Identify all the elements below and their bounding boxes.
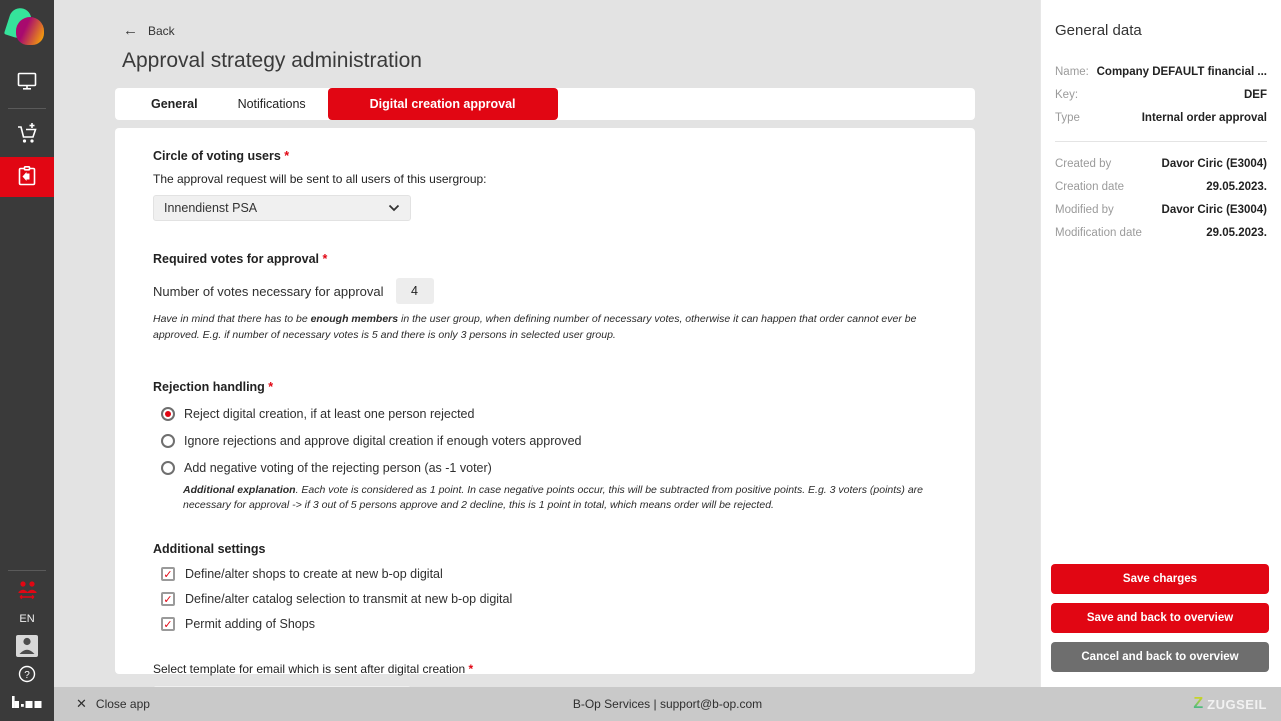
close-icon: ✕ <box>76 696 87 711</box>
required-asterisk: * <box>468 662 474 676</box>
usergroup-select-value: Innendienst PSA <box>164 201 258 215</box>
chevron-down-icon <box>388 201 400 215</box>
cart-add-icon <box>14 121 40 150</box>
checkbox-checked-icon: ✓ <box>161 617 175 631</box>
radio-icon <box>161 434 175 448</box>
zugseil-logo: Z ZUGSEIL <box>1193 695 1267 712</box>
required-asterisk: * <box>322 252 328 266</box>
back-button[interactable] <box>123 22 175 39</box>
app-sidebar <box>0 0 54 721</box>
sidebar-item-desktop[interactable] <box>0 60 54 104</box>
tab-general[interactable]: General <box>131 88 218 120</box>
svg-text:?: ? <box>24 669 30 681</box>
form-card <box>115 128 975 674</box>
help-icon <box>17 664 37 687</box>
general-data-panel <box>1040 0 1281 687</box>
checkbox-define-catalog[interactable]: ✓ Define/alter catalog selection to transmit at new b-op digital <box>161 592 945 606</box>
brand-logo[interactable] <box>8 8 46 48</box>
cancel-and-back-button[interactable]: Cancel and back to overview <box>1051 642 1269 672</box>
general-data-row-type: Type Internal order approval <box>1055 112 1267 124</box>
email-template-label: Select template for email which is sent after digital creation * <box>153 662 474 676</box>
tab-digital-creation-approval[interactable]: Digital creation approval <box>328 88 558 120</box>
rejection-option-ignore[interactable]: Ignore rejections and approve digital creation if enough voters approved <box>161 434 945 448</box>
switch-company-button[interactable] <box>0 575 54 607</box>
rejection-option-reject[interactable]: Reject digital creation, if at least one person rejected <box>161 407 945 421</box>
required-asterisk: * <box>284 149 290 163</box>
main-content <box>54 0 1040 687</box>
help-button[interactable] <box>0 661 54 689</box>
save-and-back-button[interactable]: Save and back to overview <box>1051 603 1269 633</box>
back-arrow-icon: ← <box>123 22 138 39</box>
usergroup-select[interactable] <box>153 195 411 221</box>
sidebar-divider <box>8 108 46 109</box>
checkbox-permit-shops[interactable]: ✓ Permit adding of Shops <box>161 617 945 631</box>
clipboard-back-icon <box>15 164 39 191</box>
tab-notifications[interactable]: Notifications <box>218 88 326 120</box>
panel-divider <box>1055 141 1267 142</box>
sidebar-item-shop[interactable] <box>0 113 54 157</box>
general-data-row-key: Key: DEF <box>1055 89 1267 101</box>
tab-bar <box>115 88 975 120</box>
sidebar-item-approval-administration[interactable] <box>0 157 54 197</box>
audit-row-creation-date: Creation date 29.05.2023. <box>1055 181 1267 193</box>
additional-settings-heading: Additional settings <box>153 542 266 556</box>
votes-note: Have in mind that there has to be enough members in the user group, when defining number of necessary votes, otherwise it can happen that order cannot ever be approved. E.g. if number of necessary votes is 5 and there is only 3 persons in selected user group. <box>153 313 917 341</box>
brand-logo-gradient-shape <box>16 17 44 45</box>
footer-support-text: B-Op Services | support@b-op.com <box>572 697 763 711</box>
close-app-button[interactable]: ✕ Close app <box>76 696 150 711</box>
audit-row-modification-date: Modification date 29.05.2023. <box>1055 227 1267 239</box>
radio-selected-icon <box>161 407 175 421</box>
checkbox-define-shops[interactable]: ✓ Define/alter shops to create at new b-op digital <box>161 567 945 581</box>
radio-icon <box>161 461 175 475</box>
checkbox-checked-icon: ✓ <box>161 592 175 606</box>
voting-users-description: The approval request will be sent to all users of this usergroup: <box>153 172 487 186</box>
required-asterisk: * <box>268 379 274 394</box>
audit-row-created-by: Created by Davor Ciric (E3004) <box>1055 158 1267 170</box>
rejection-note: Additional explanation. Each vote is considered as 1 point. In case negative points occur, this will be subtracted from positive points. E.g. 3 voters (points) are necessary for approval -> if 3 out of 5 persons approve and 2 decline, this is 1 point in total, which means order will be rejected. <box>183 483 923 512</box>
monitor-icon <box>15 69 39 96</box>
sidebar-divider-bottom <box>8 570 46 571</box>
switch-users-icon <box>15 579 39 604</box>
language-selector[interactable]: EN <box>19 613 35 625</box>
votes-count-label: Number of votes necessary for approval <box>153 283 384 299</box>
zugseil-z-icon: Z <box>1193 695 1204 712</box>
person-icon <box>17 635 37 657</box>
user-avatar[interactable] <box>16 635 38 657</box>
voting-users-heading: Circle of voting users * <box>153 149 290 163</box>
audit-row-modified-by: Modified by Davor Ciric (E3004) <box>1055 204 1267 216</box>
bop-logo <box>12 695 42 713</box>
rejection-handling-heading: Rejection handling * <box>153 379 274 394</box>
required-votes-heading: Required votes for approval * <box>153 252 328 266</box>
page-title: Approval strategy administration <box>122 49 422 72</box>
votes-count-input[interactable] <box>396 278 434 304</box>
back-label: Back <box>148 23 175 38</box>
rejection-option-negative[interactable]: Add negative voting of the rejecting person (as -1 voter) <box>161 461 945 475</box>
save-charges-button[interactable]: Save charges <box>1051 564 1269 594</box>
general-data-row-name: Name: Company DEFAULT financial ... <box>1055 66 1267 78</box>
footer-bar <box>54 687 1281 721</box>
general-data-title: General data <box>1055 22 1142 39</box>
checkbox-checked-icon: ✓ <box>161 567 175 581</box>
